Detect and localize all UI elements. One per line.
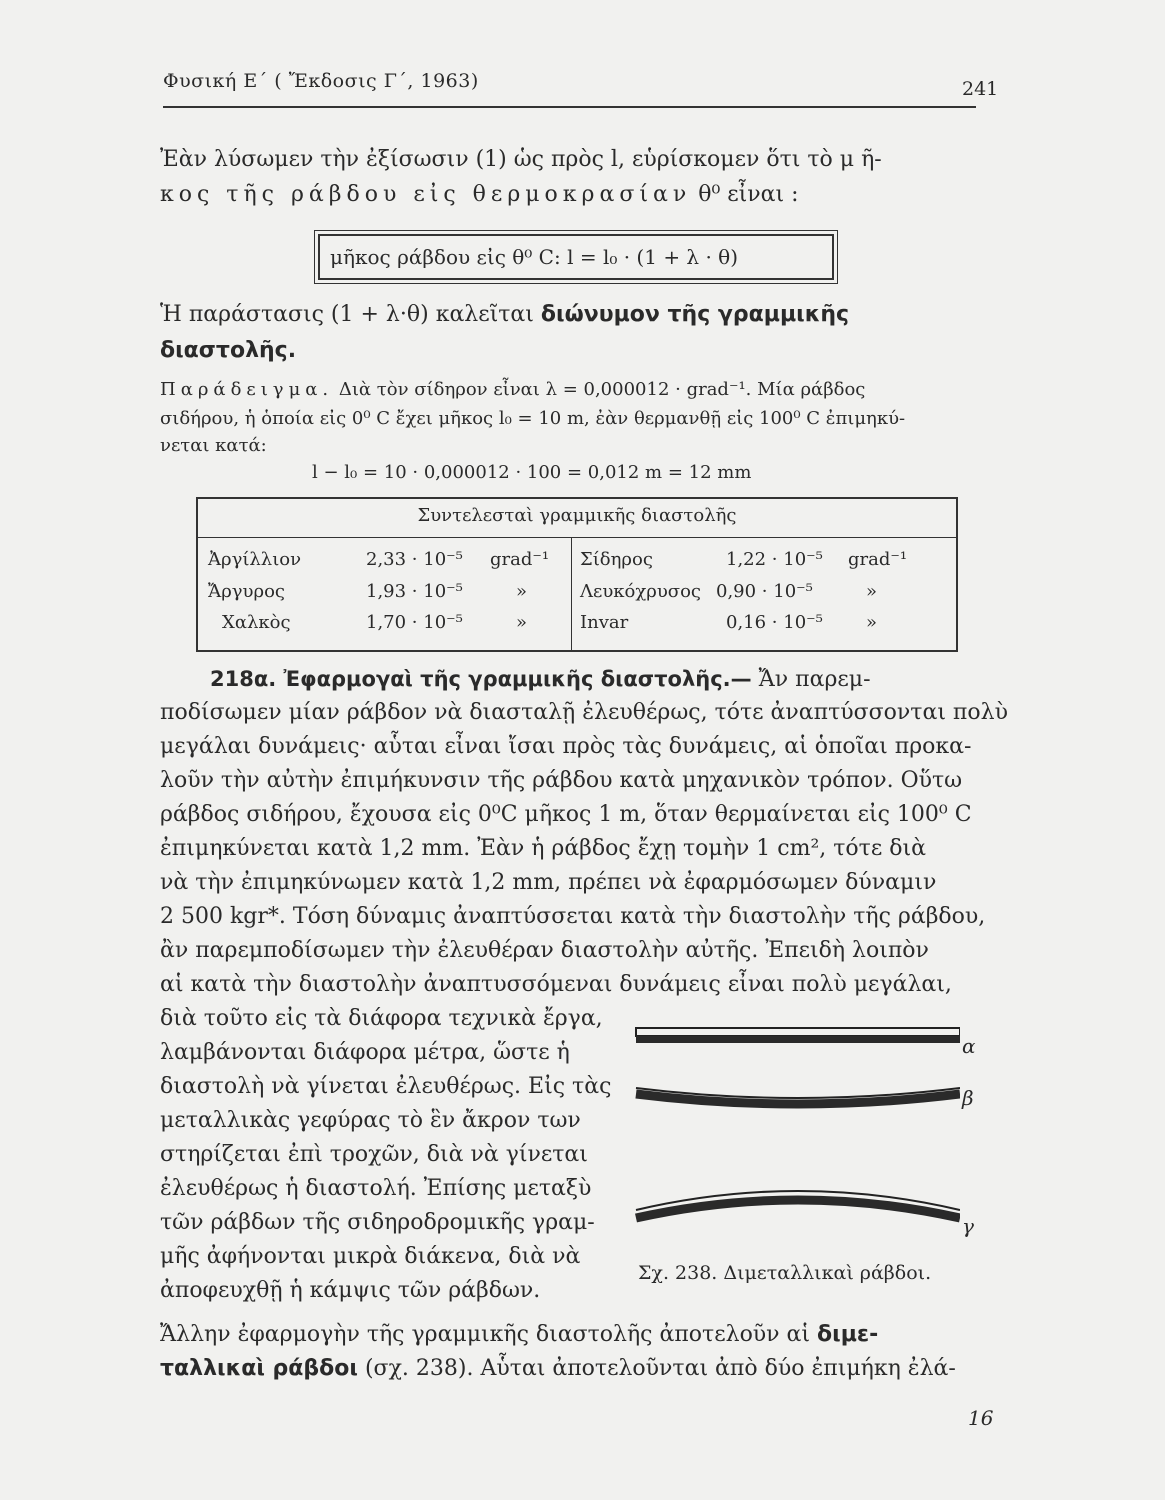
example-text-1: Διὰ τὸν σίδηρον εἶναι λ = 0,000012 · grad⁻¹. Μία ράβδος <box>333 379 866 400</box>
table-cell-value: 1,22 · 10⁻⁵ <box>726 549 823 570</box>
text-line-1: Ἐὰν λύσωμεν τὴν ἐξίσωσιν (1) ὡς πρὸς l, εὑρίσκομεν ὅτι τὸ μ ῆ- <box>160 147 882 172</box>
table-cell-name: Ἀργίλλιον <box>208 549 302 570</box>
table-cell-value: 2,33 · 10⁻⁵ <box>366 549 463 570</box>
table-cell-value: 0,90 · 10⁻⁵ <box>716 581 813 602</box>
paragraph-line: μῆς ἀφήνονται μικρὰ διάκενα, διὰ νὰ <box>160 1244 581 1269</box>
paragraph-line: ἐπιμηκύνεται κατὰ 1,2 mm. Ἐὰν ἡ ράβδος ἔχῃ τομὴν 1 cm², τότε διὰ <box>160 836 926 861</box>
table-cell-unit: grad⁻¹ <box>490 549 550 570</box>
example-label: Παράδειγμα. <box>160 379 334 400</box>
section-heading-rest: Ἄν παρεμ- <box>751 667 871 692</box>
paragraph-line: ἐλευθέρως ἡ διαστολή. Ἐπίσης μεταξὺ <box>160 1176 592 1201</box>
section-heading-line <box>210 664 1028 695</box>
table-cell-unit: » <box>516 612 528 633</box>
bimetallic-term-end: ταλλικαὶ ράβδοι <box>160 1356 358 1381</box>
length-formula: μῆκος ράβδου εἰς θ⁰ C: l = l₀ · (1 + λ · θ) <box>330 245 739 269</box>
rod-label-a: α <box>962 1034 976 1058</box>
coefficients-table <box>196 497 958 652</box>
figure-caption: Σχ. 238. Διμεταλλικαὶ ράβδοι. <box>638 1262 932 1284</box>
paragraph-line: ἂν παρεμποδίσωμεν τὴν ἐλευθέραν διαστολὴν αὐτῆς. Ἐπειδὴ λοιπὸν <box>160 938 929 963</box>
table-cell-value: 1,70 · 10⁻⁵ <box>366 612 463 633</box>
binomial-intro: Ἡ παράστασις (1 + λ·θ) καλεῖται <box>160 302 541 327</box>
paragraph-line: νὰ τὴν ἐπιμηκύνωμεν κατὰ 1,2 mm, πρέπει νὰ ἐφαρμόσωμεν δύναμιν <box>160 870 937 895</box>
text-line-2 <box>160 180 978 210</box>
rod-bent-down <box>636 1088 960 1104</box>
paragraph-line: αἱ κατὰ τὴν διαστολὴν ἀναπτυσσόμεναι δυνάμεις εἶναι πολὺ μεγάλαι, <box>160 972 952 997</box>
example-line-3: νεται κατά: <box>160 435 267 456</box>
table-title: Συντελεσταὶ γραμμικῆς διαστολῆς <box>417 505 737 526</box>
table-cell-name: Χαλκὸς <box>222 612 291 633</box>
paragraph-line: τῶν ράβδων τῆς σιδηροδρομικῆς γραμ- <box>160 1210 595 1235</box>
table-column-divider <box>571 537 572 652</box>
table-cell-unit: grad⁻¹ <box>848 549 908 570</box>
table-cell-unit: » <box>516 581 528 602</box>
running-head: Φυσική Ε΄ ( Ἔκδοσις Γ΄, 1963) <box>163 70 479 92</box>
paragraph-line: ράβδος σιδήρου, ἔχουσα εἰς 0⁰C μῆκος 1 m, ὅταν θερμαίνεται εἰς 100⁰ C <box>160 802 972 827</box>
rod-straight <box>636 1028 960 1043</box>
section-heading: 218α. Ἐφαρμογαὶ τῆς γραμμικῆς διαστολῆς.— <box>210 667 752 691</box>
paragraph-line <box>160 1320 978 1350</box>
table-cell-value: 0,16 · 10⁻⁵ <box>726 612 823 633</box>
paragraph-text: (σχ. 238). Αὗται ἀποτελοῦνται ἀπὸ δύο ἐπιμήκη ἐλά- <box>357 1356 956 1381</box>
table-cell-unit: » <box>866 612 878 633</box>
table-cell-value: 1,93 · 10⁻⁵ <box>366 581 463 602</box>
binomial-term: διώνυμον τῆς γραμμικῆς <box>540 302 850 327</box>
paragraph-line: διαστολὴ νὰ γίνεται ἐλευθέρως. Εἰς τὰς <box>160 1074 612 1099</box>
paragraph-line: 2 500 kgr*. Τόση δύναμις ἀναπτύσσεται κατὰ τὴν διαστολὴν τῆς ράβδου, <box>160 904 986 929</box>
paragraph-line: διὰ τοῦτο εἰς τὰ διάφορα τεχνικὰ ἔργα, <box>160 1006 603 1031</box>
table-cell-unit: » <box>866 581 878 602</box>
text-line-3 <box>160 300 978 330</box>
spaced-phrase: κος τῆς ράβδου εἰς θερμοκρασίαν <box>160 182 692 207</box>
paragraph-line: λαμβάνονται διάφορα μέτρα, ὥστε ἡ <box>160 1040 570 1065</box>
signature-number: 16 <box>968 1406 994 1430</box>
text-line-4 <box>160 336 978 366</box>
table-cell-name: Invar <box>580 612 629 633</box>
table-divider <box>198 537 956 538</box>
example-line-2: σιδήρου, ἡ ὁποία εἰς 0⁰ C ἔχει μῆκος l₀ = 10 m, ἐὰν θερμανθῇ εἰς 100⁰ C ἐπιμηκύ- <box>160 408 906 429</box>
paragraph-line <box>160 1354 978 1384</box>
bimetallic-rods-figure <box>630 1020 960 1250</box>
header-rule <box>163 106 976 108</box>
paragraph-line: λοῦν τὴν αὐτὴν ἐπιμήκυνσιν τῆς ράβδου κατὰ μηχανικὸν τρόπον. Οὕτω <box>160 768 963 793</box>
binomial-term-end: διαστολῆς. <box>160 338 297 363</box>
example-line-1 <box>160 375 978 405</box>
table-cell-name: Ἄργυρος <box>208 581 285 602</box>
rod-label-g: γ <box>962 1214 974 1238</box>
paragraph-line: ἀποφευχθῇ ἡ κάμψις τῶν ράβδων. <box>160 1278 541 1303</box>
bimetallic-term: διμε- <box>817 1322 879 1347</box>
paragraph-line: στηρίζεται ἐπὶ τροχῶν, διὰ νὰ γίνεται <box>160 1142 588 1167</box>
text-line-2-end: θ⁰ εἶναι : <box>691 182 799 207</box>
paragraph-line: μεγάλαι δυνάμεις· αὗται εἶναι ἴσαι πρὸς τὰς δυνάμεις, αἱ ὁποῖαι προκα- <box>160 734 972 759</box>
table-cell-name: Σίδηρος <box>580 549 653 570</box>
length-formula-box <box>318 234 834 280</box>
paragraph-line: μεταλλικὰς γεφύρας τὸ ἓν ἄκρον των <box>160 1108 581 1133</box>
table-cell-name: Λευκόχρυσος <box>580 581 701 602</box>
paragraph-text: Ἄλλην ἐφαρμογὴν τῆς γραμμικῆς διαστολῆς ἀποτελοῦν αἱ <box>160 1322 818 1347</box>
example-calculation: l − l₀ = 10 · 0,000012 · 100 = 0,012 m = 12 mm <box>312 462 752 483</box>
rod-label-b: β <box>962 1086 974 1110</box>
paragraph-line: ποδίσωμεν μίαν ράβδον νὰ διασταλῇ ἐλευθέρως, τότε ἀναπτύσσονται πολὺ <box>160 700 1008 725</box>
page-number: 241 <box>962 78 999 100</box>
rod-bent-up <box>636 1191 960 1218</box>
